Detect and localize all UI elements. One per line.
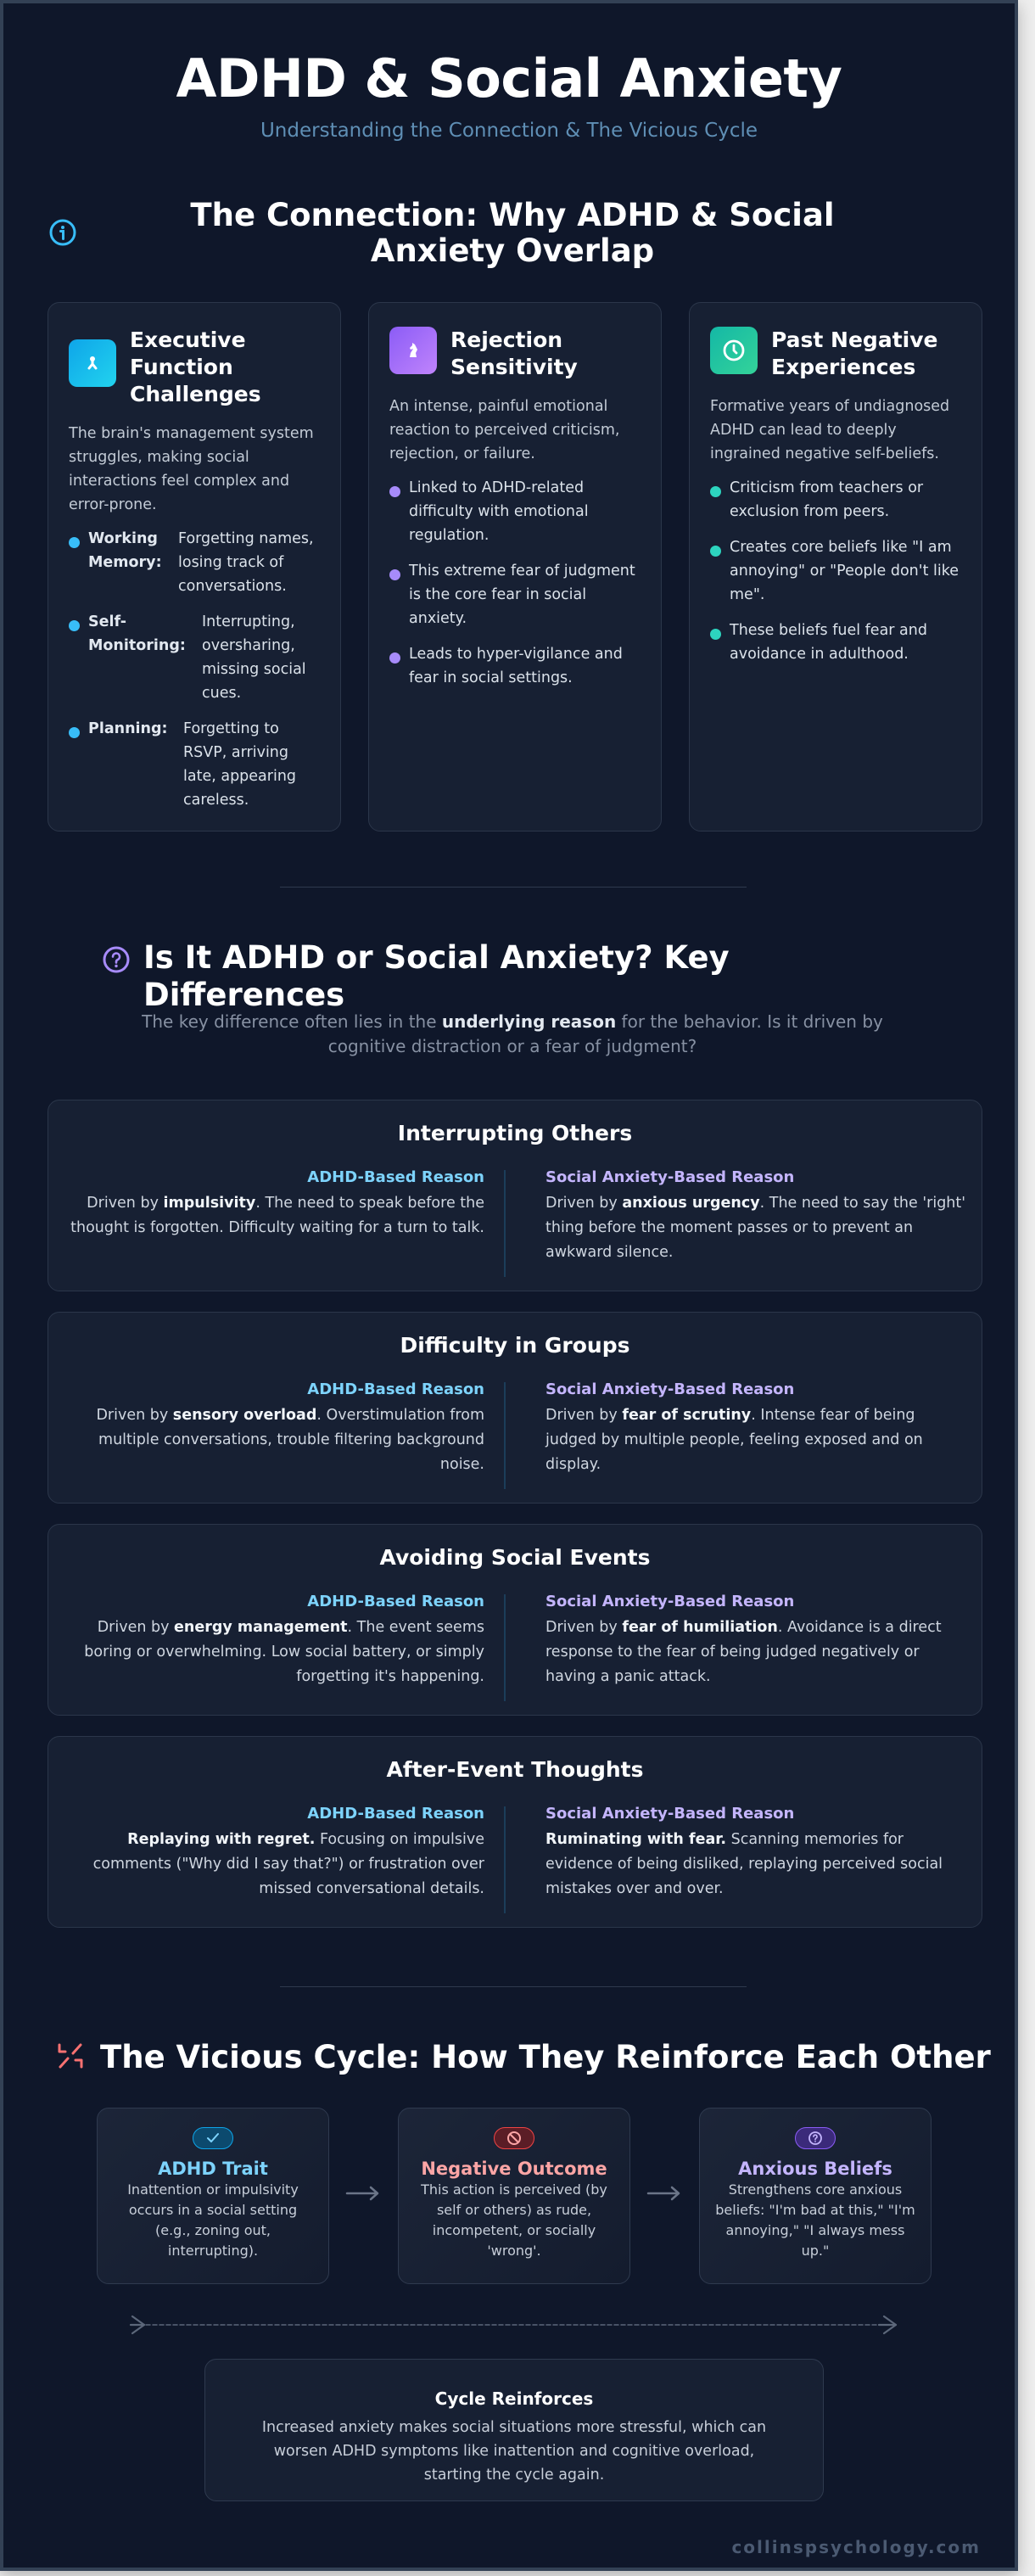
differences-section-title: Is It ADHD or Social Anxiety? Key Differences: [143, 939, 730, 1013]
arrow-right-icon: [345, 2185, 381, 2205]
feature-card-description: The brain's management system struggles, making social interactions feel complex and error-prone.: [69, 425, 314, 513]
feature-card-description: Formative years of undiagnosed ADHD can lead to deeply ingrained negative self-beliefs.: [710, 398, 950, 462]
adhd-reason: [65, 1593, 484, 1689]
person-walking-icon: [69, 339, 116, 387]
page-subtitle: Understanding the Connection & The Vicious Cycle: [260, 120, 758, 142]
comparison-card-groups: [48, 1312, 982, 1504]
sa-reason-label: Social Anxiety-Based Reason: [545, 1168, 795, 1186]
emphasis: fear of humiliation: [622, 1619, 778, 1636]
comparison-title: Interrupting Others: [397, 1121, 633, 1145]
cycle-reinforces-title: Cycle Reinforces: [434, 2388, 594, 2409]
feature-card-executive-function: [48, 302, 341, 832]
text: . Overstimulation from multiple conversations, trouble filtering background noise.: [98, 1407, 484, 1473]
info-circle-icon: [48, 217, 78, 251]
column-divider: [504, 1806, 506, 1913]
sa-reason-label: Social Anxiety-Based Reason: [545, 1593, 795, 1610]
bullet-dot-icon: [389, 569, 400, 580]
item-text: Criticism from teachers or exclusion from peers.: [730, 479, 924, 520]
item-label: Self-Monitoring:: [88, 613, 186, 654]
cycle-step-text: Strengthens core anxious beliefs: "I'm bad at this," "I'm annoying," "I always mess up.": [715, 2181, 915, 2259]
social-anxiety-reason: [545, 1380, 970, 1477]
text: Driven by: [545, 1619, 623, 1636]
adhd-reason: [65, 1805, 484, 1901]
item-text: Creates core beliefs like "I am annoying" or "People don't like me".: [730, 539, 959, 603]
cycle-section-title: The Vicious Cycle: How They Reinforce Each Other: [100, 2039, 991, 2075]
text: Driven by: [97, 1619, 175, 1636]
comparison-card-interrupting: [48, 1100, 982, 1291]
clock-icon: [710, 327, 758, 374]
sa-reason-text: [545, 1616, 970, 1689]
text: Focusing on impulsive comments ("Why did I say that?") or frustration over missed conversational details.: [92, 1831, 484, 1897]
emphasis: energy management: [174, 1619, 348, 1636]
section-divider: [280, 1986, 747, 1987]
cycle-step-anxious-beliefs: [699, 2108, 932, 2284]
text: Driven by: [96, 1407, 173, 1424]
feature-list-item: [69, 610, 320, 705]
bullet-dot-icon: [389, 486, 400, 497]
adhd-reason-label: ADHD-Based Reason: [307, 1805, 484, 1823]
feature-card-past-experiences: [689, 302, 982, 832]
feature-list-item: [710, 476, 961, 524]
intro-text: The key difference often lies in the: [142, 1011, 442, 1032]
item-text: Forgetting names, losing track of conversations.: [178, 530, 314, 595]
item-text: Forgetting to RSVP, arriving late, appearing careless.: [183, 720, 297, 809]
feature-list-item: [389, 642, 641, 690]
feature-list-item: [389, 559, 641, 630]
cycle-step-title: Negative Outcome: [421, 2159, 607, 2179]
bullet-dot-icon: [710, 486, 721, 497]
text: . Intense fear of being judged by multiple people, feeling exposed and on display.: [545, 1407, 923, 1473]
question-circle-icon: [795, 2127, 836, 2149]
ban-icon: [494, 2127, 534, 2149]
footer-site-link[interactable]: collinspsychology.com: [731, 2537, 981, 2557]
item-text: These beliefs fuel fear and avoidance in adulthood.: [730, 622, 927, 663]
feature-list-item: [69, 527, 320, 598]
column-divider: [504, 1382, 506, 1489]
social-anxiety-reason: [545, 1805, 970, 1901]
arrows-cross-icon: [56, 2041, 85, 2074]
emphasis: impulsivity: [163, 1195, 256, 1212]
differences-intro: [105, 1010, 920, 1059]
adhd-reason-text: [65, 1191, 484, 1240]
bullet-dot-icon: [69, 620, 80, 631]
feature-list-item: [389, 476, 641, 547]
adhd-reason-label: ADHD-Based Reason: [307, 1168, 484, 1186]
bullet-dot-icon: [69, 537, 80, 548]
feature-card-title: Rejection Sensitivity: [450, 328, 578, 379]
feature-card-title: Executive Function Challenges: [130, 328, 261, 406]
sa-reason-label: Social Anxiety-Based Reason: [545, 1805, 795, 1823]
sa-reason-text: [545, 1828, 970, 1901]
feature-card-description: An intense, painful emotional reaction to perceived criticism, rejection, or failure.: [389, 398, 620, 462]
bullet-dot-icon: [710, 546, 721, 557]
emphasis: sensory overload: [172, 1407, 317, 1424]
bullet-dot-icon: [69, 727, 80, 738]
adhd-reason: [65, 1168, 484, 1240]
text: . The need to say the 'right' thing before the moment passes or to prevent an awkward silence.: [545, 1195, 966, 1261]
comparison-title: After-Event Thoughts: [386, 1757, 644, 1782]
cycle-step-title: ADHD Trait: [158, 2159, 268, 2179]
text: . The need to speak before the thought is forgotten. Difficulty waiting for a turn to talk.: [70, 1195, 484, 1236]
adhd-reason-label: ADHD-Based Reason: [307, 1593, 484, 1610]
feature-list-item: [69, 717, 320, 812]
check-icon: [193, 2127, 233, 2149]
feature-list-item: [710, 619, 961, 666]
text: . The event seems boring or overwhelming. Low social battery, or simply forgetting it's happening.: [84, 1619, 484, 1685]
text: Driven by: [545, 1407, 623, 1424]
cycle-step-title: Anxious Beliefs: [738, 2159, 892, 2179]
feature-card-rejection-sensitivity: [368, 302, 662, 832]
cycle-step-negative-outcome: [398, 2108, 630, 2284]
bullet-dot-icon: [710, 629, 721, 640]
cycle-step-text: This action is perceived (by self or others) as rude, incompetent, or socially 'wrong'.: [421, 2181, 607, 2259]
comparison-title: Difficulty in Groups: [400, 1333, 630, 1358]
item-text: This extreme fear of judgment is the core fear in social anxiety.: [409, 563, 635, 627]
intro-text: for the behavior. Is it driven by cognitive distraction or a fear of judgment?: [327, 1011, 883, 1056]
emphasis: anxious urgency: [622, 1195, 760, 1212]
text: . Avoidance is a direct response to the fear of being judged negatively or having a panic attack.: [545, 1619, 942, 1685]
column-divider: [504, 1594, 506, 1701]
adhd-reason: [65, 1380, 484, 1477]
comparison-title: Avoiding Social Events: [379, 1545, 651, 1570]
adhd-reason-text: [65, 1403, 484, 1477]
adhd-reason-text: [65, 1616, 484, 1689]
cycle-reinforces-text: Increased anxiety makes social situations more stressful, which can worsen ADHD symptoms like inattention and cognitive overload, starting the cycle again.: [261, 2419, 767, 2484]
item-text: Linked to ADHD-related difficulty with emotional regulation.: [409, 479, 589, 544]
feature-list-item: [710, 535, 961, 607]
cycle-reinforces-box: [204, 2359, 824, 2501]
sa-reason-label: Social Anxiety-Based Reason: [545, 1380, 795, 1398]
text: Driven by: [87, 1195, 164, 1212]
emphasis: fear of scrutiny: [622, 1407, 752, 1424]
arrow-right-icon: [646, 2185, 682, 2205]
item-text: Interrupting, oversharing, missing social cues.: [202, 613, 306, 702]
sa-reason-text: [545, 1191, 970, 1265]
cycle-return-arrow: [129, 2313, 899, 2342]
bullet-dot-icon: [389, 652, 400, 664]
intro-emphasis: underlying reason: [441, 1011, 617, 1032]
column-divider: [504, 1170, 506, 1277]
text: Scanning memories for evidence of being disliked, replaying perceived social mistakes over and over.: [545, 1831, 943, 1897]
feature-card-title: Past Negative Experiences: [771, 328, 938, 379]
chess-knight-icon: [389, 327, 437, 374]
connection-section-title: The Connection: Why ADHD & Social Anxiety Overlap: [190, 197, 835, 269]
emphasis: Ruminating with fear.: [545, 1831, 727, 1848]
comparison-card-after-event: [48, 1736, 982, 1928]
cycle-step-text: Inattention or impulsivity occurs in a social setting (e.g., zoning out, interrupting).: [127, 2181, 299, 2259]
emphasis: Replaying with regret.: [127, 1831, 316, 1848]
text: Driven by: [545, 1195, 623, 1212]
item-label: Planning:: [88, 720, 168, 737]
item-text: Leads to hyper-vigilance and fear in social settings.: [409, 646, 623, 686]
cycle-step-adhd-trait: [97, 2108, 329, 2284]
social-anxiety-reason: [545, 1168, 970, 1265]
adhd-reason-text: [65, 1828, 484, 1901]
item-label: Working Memory:: [88, 530, 162, 571]
sa-reason-text: [545, 1403, 970, 1477]
page-title: ADHD & Social Anxiety: [176, 48, 842, 109]
section-divider: [280, 887, 747, 888]
adhd-reason-label: ADHD-Based Reason: [307, 1380, 484, 1398]
question-circle-icon: [101, 944, 131, 978]
social-anxiety-reason: [545, 1593, 970, 1689]
comparison-card-avoiding: [48, 1524, 982, 1716]
